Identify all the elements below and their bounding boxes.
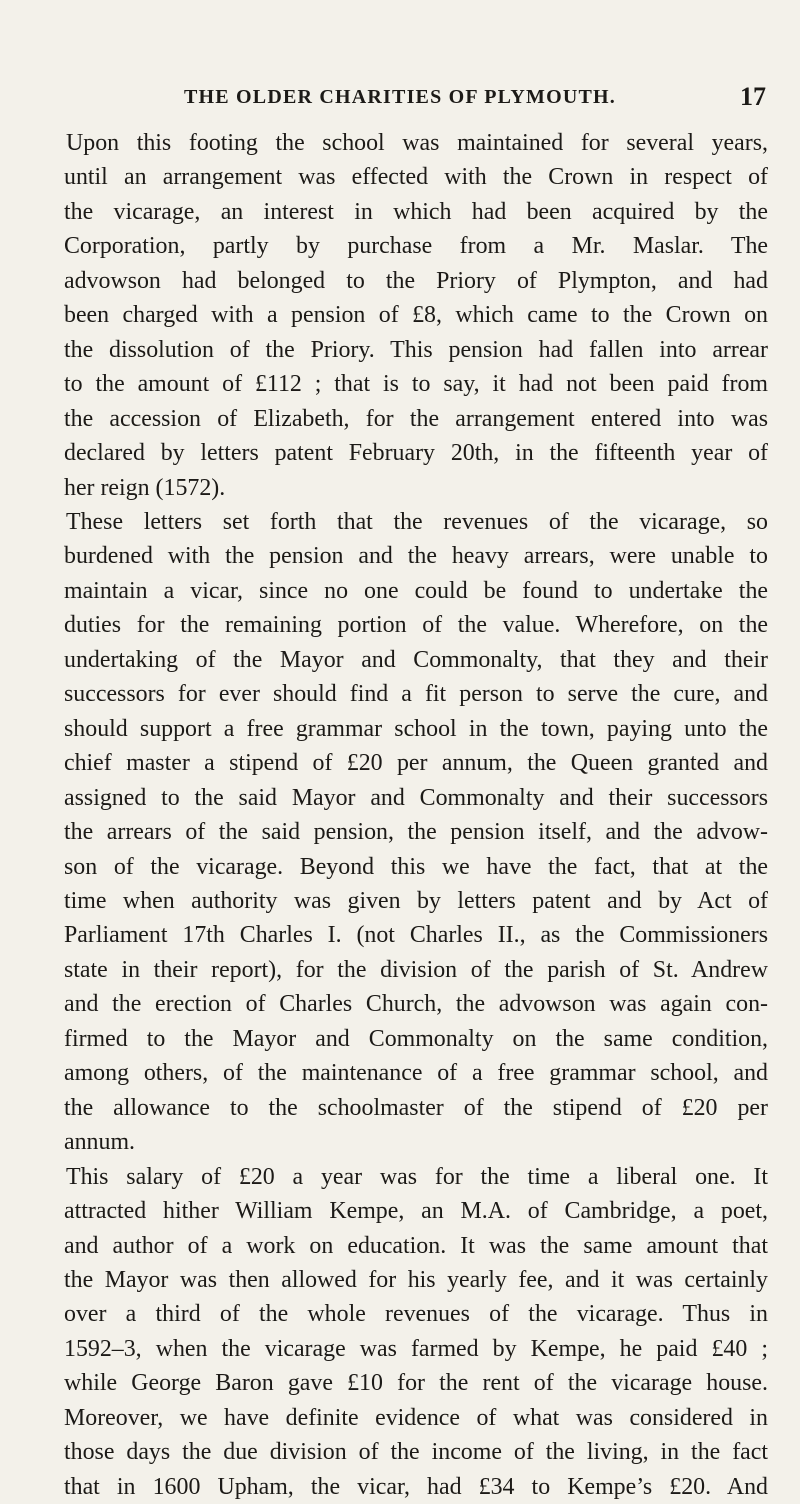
body-text — [64, 126, 768, 1504]
text-line: while George Baron gave £10 for the rent of the vicarage house. — [64, 1370, 768, 1397]
text-line: those days the due division of the income of the living, in the fact — [64, 1439, 768, 1466]
text-line: Corporation, partly by purchase from a Mr. Maslar. The — [64, 233, 768, 260]
text-line: the allowance to the schoolmaster of the stipend of £20 per — [64, 1094, 768, 1121]
text-line: should support a free grammar school in the town, paying unto the — [64, 715, 768, 742]
text-line: declared by letters patent February 20th, in the fifteenth year of — [64, 440, 768, 467]
text-line: the accession of Elizabeth, for the arrangement entered into was — [64, 405, 768, 432]
text-line: her reign (1572). — [64, 474, 226, 501]
text-line: duties for the remaining portion of the value. Wherefore, on the — [64, 612, 768, 639]
text-line: among others, of the maintenance of a free grammar school, and — [64, 1060, 768, 1087]
text-line: the dissolution of the Priory. This pension had fallen into arrear — [64, 336, 768, 363]
text-line: the vicarage, an interest in which had been acquired by the — [64, 198, 768, 225]
text-line: over a third of the whole revenues of the vicarage. Thus in — [64, 1301, 768, 1328]
page-header — [0, 82, 800, 116]
text-line: undertaking of the Mayor and Commonalty, that they and their — [64, 646, 768, 673]
text-line: and the erection of Charles Church, the advowson was again con- — [64, 991, 768, 1018]
page-number: 17 — [740, 82, 766, 111]
running-head: THE OLDER CHARITIES OF PLYMOUTH. — [184, 86, 616, 108]
text-line: son of the vicarage. Beyond this we have the fact, that at the — [64, 853, 768, 880]
text-line: state in their report), for the division of the parish of St. Andrew — [64, 956, 768, 983]
text-line: attracted hither William Kempe, an M.A. of Cambridge, a poet, — [64, 1198, 768, 1225]
text-line: assigned to the said Mayor and Commonalty and their successors — [64, 784, 768, 811]
text-line: annum. — [64, 1129, 135, 1156]
text-line: the Mayor was then allowed for his yearly fee, and it was certainly — [64, 1266, 768, 1293]
text-line: to the amount of £112 ; that is to say, it had not been paid from — [64, 371, 768, 398]
text-line: that in 1600 Upham, the vicar, had £34 to Kempe’s £20. And — [64, 1473, 768, 1500]
text-line: time when authority was given by letters patent and by Act of — [64, 887, 768, 914]
text-line: Upon this footing the school was maintained for several years, — [66, 130, 768, 156]
text-line: chief master a stipend of £20 per annum, the Queen granted and — [64, 750, 768, 777]
text-line: until an arrangement was effected with the Crown in respect of — [64, 164, 768, 191]
text-line: the arrears of the said pension, the pension itself, and the advow- — [64, 819, 768, 846]
text-line: successors for ever should find a fit person to serve the cure, and — [64, 681, 768, 708]
text-line: and author of a work on education. It was the same amount that — [64, 1232, 768, 1259]
text-line: advowson had belonged to the Priory of Plympton, and had — [64, 267, 768, 294]
text-line: maintain a vicar, since no one could be found to undertake the — [64, 577, 768, 604]
text-line: burdened with the pension and the heavy arrears, were unable to — [64, 543, 768, 570]
text-line: Moreover, we have definite evidence of what was considered in — [64, 1404, 768, 1431]
text-line: These letters set forth that the revenues of the vicarage, so — [66, 508, 768, 535]
text-line: been charged with a pension of £8, which came to the Crown on — [64, 302, 768, 329]
text-line: This salary of £20 a year was for the time a liberal one. It — [66, 1163, 768, 1190]
text-line: firmed to the Mayor and Commonalty on the same condition, — [64, 1025, 768, 1052]
text-line: 1592–3, when the vicarage was farmed by Kempe, he paid £40 ; — [64, 1335, 768, 1362]
text-line: Parliament 17th Charles I. (not Charles II., as the Commissioners — [64, 922, 768, 949]
